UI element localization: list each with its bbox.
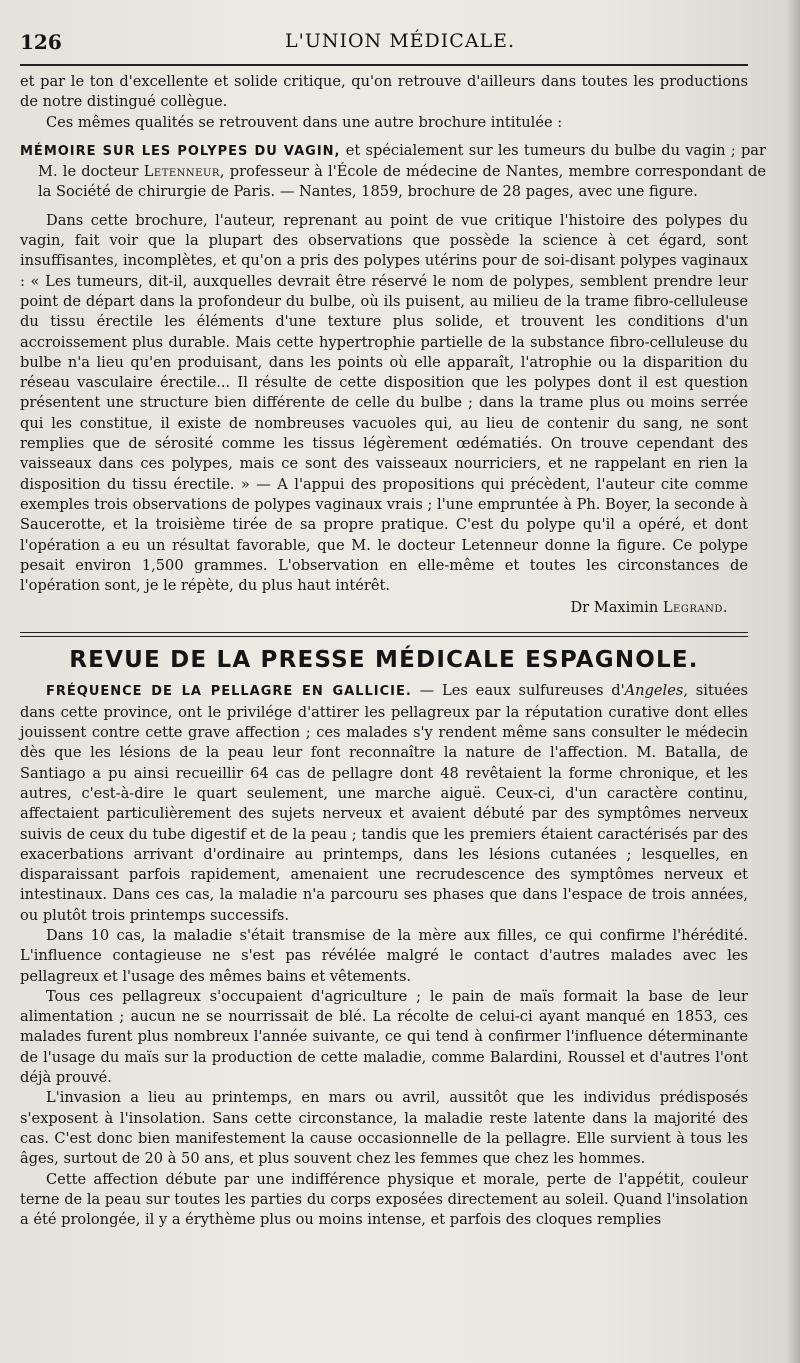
book-details: , professeur à l'École de médecine de Nantes, membre correspondant de la Société de chirurgie de Paris. — Nantes, 1859, brochure de 28 pages, avec une figure. <box>38 163 766 201</box>
header-rule <box>20 64 748 66</box>
section-heading: REVUE DE LA PRESSE MÉDICALE ESPAGNOLE. <box>69 647 699 674</box>
article2-p1-start: — Les eaux sulfureuses d' <box>411 682 625 700</box>
book-reference <box>20 141 766 203</box>
book-author: Letenneur <box>143 163 220 181</box>
article2-paragraph-4: L'invasion a lieu au printemps, en mars ou avril, aussitôt que les individus prédisposés s'exposent à l'insolation. Sans cette circonstance, la maladie reste latente dans la majorité des cas. C'est donc bien manifestement la cause occasionnelle de la pellagre. Elle survient à tous les âges, surtout de 20 à 50 ans, et plus souvent chez les femmes que chez les hommes. <box>20 1089 748 1168</box>
article1-intro: Ces mêmes qualités se retrouvent dans une autre brochure intitulée : <box>46 113 563 131</box>
page-edge-shadow <box>786 0 800 1363</box>
signature-name: Legrand. <box>662 599 728 617</box>
article2-paragraph-1 <box>20 681 748 926</box>
signature-prefix: Dr Maximin <box>570 599 663 617</box>
running-head <box>20 20 760 54</box>
place-name: Angeles <box>624 682 684 700</box>
article2-paragraph-2: Dans 10 cas, la maladie s'était transmise de la mère aux filles, ce qui confirme l'hérédité. L'influence contagieuse ne s'est pas révélée malgré le contact d'autres malades avec les pellagreux et l'usage des mêmes bains et vêtements. <box>20 926 748 985</box>
page-number: 126 <box>20 30 62 54</box>
spacer <box>20 203 760 211</box>
article2-paragraph-3: Tous ces pellagreux s'occupaient d'agriculture ; le pain de maïs formait la base de leur alimentation ; aucun ne se nourrissait de blé. La récolte de celui-ci ayant manqué en 1853, ces malades furent plus nombreux l'année suivante, ce qui tend à confirmer l'influence déterminante de l'usage du maïs sur la production de cette maladie, comme Balardini, Roussel et d'autres l'ont déjà prouvé. <box>20 987 748 1087</box>
article1-paragraph-tail: et par le ton d'excellente et solide critique, qu'on retrouve d'ailleurs dans toutes les productions de notre distingué collègue. <box>20 73 748 111</box>
section-divider <box>20 632 748 637</box>
book-subtitle: et spécialement sur les tumeurs du bulbe du vagin ; par M. le docteur <box>38 141 766 181</box>
article1-body: Dans cette brochure, l'auteur, reprenant au point de vue critique l'histoire des polypes du vagin, fait voir que la plupart des observations que possède la science à cet égard, sont insuffisantes, incomplètes, et qu'on a pris des polypes utérins pour de soi-disant polypes vaginaux : « Les tumeurs, dit-il, auxquelles devrait être réservé le nom de polypes, semblent prendre leur point de départ dans la profondeur du bulbe, où ils puisent, au milieu de la trame fibro-celluleuse du tissu érectile les éléments d'une texture plus solide, et trouvent les conditions d'un accroissement plus durable. Mais cette hypertrophie partielle de la substance fibro-celluleuse du bulbe n'a lieu qu'en produisant, dans les points où elle apparaît, l'atrophie ou la disparition du réseau vasculaire érectile... Il résulte de cette disposition que les polypes dont il est question présentent une structure bien différente de celle du bulbe ; dans la trame plus ou moins serrée qui les constitue, il existe de nombreuses vacuoles qui, au lieu de contenir du sang, ne sont remplies que de sérosité comme les tissus légèrement œdématiés. On trouve cependant des vaisseaux dans ces polypes, mais ce sont des vaisseaux nourriciers, et ne rappelant en rien la disposition du tissu érectile. » — A l'appui des propositions qui précèdent, l'auteur cite comme exemples trois observations de polypes vaginaux vrais ; l'une empruntée à Ph. Boyer, la seconde à Saucerotte, et la troisième tirée de sa propre pratique. C'est du polype qu'il a opéré, et dont l'opération a eu un résultat favorable, que M. le docteur Letenneur donne la figure. Ce polype pesait environ 1,500 grammes. L'observation en elle-même et toutes les circonstances de l'opération sont, je le répète, du plus haut intérêt. <box>20 211 748 595</box>
article2-subhead: FRÉQUENCE DE LA PELLAGRE EN GALLICIE. <box>46 684 412 700</box>
spacer <box>20 133 760 141</box>
article2-p1-rest: , situées dans cette province, ont le privilége d'attirer les pellagreux par la réputation curative dont elles jouissent contre cette grave affection ; ces malades s'y rendent même sans consulter le médecin dès que les lésions de la peau leur font reconnaître la nature de l'affection. M. Batalla, de Santiago a pu ainsi recueillir 64 cas de pellagre dont 48 revêtaient la forme chronique, et les autres, c'est-à-dire le quart seulement, une marche aiguë. Ceux-ci, d'un caractère continu, affectaient particulièrement des sujets nerveux et avaient débuté par des symptômes nerveux suivis de ceux du tube digestif et de la peau ; tandis que les premiers étaient caractérisés par des exacerbations arrivant d'ordinaire au printemps, dans les lésions cutanées ; lesquelles, en disparaissant parfois rapidement, amenaient une recrudescence des symptômes nerveux et intestinaux. Dans ces cas, la maladie n'a parcouru ses phases que dans l'espace de trois années, ou plutôt trois printemps successifs. <box>20 682 748 924</box>
journal-title: L'UNION MÉDICALE. <box>285 30 516 52</box>
signature <box>20 598 728 618</box>
book-title: MÉMOIRE SUR LES POLYPES DU VAGIN, <box>20 143 341 159</box>
article2-paragraph-5: Cette affection débute par une indifférence physique et morale, perte de l'appétit, couleur terne de la peau sur toutes les parties du corps exposées directement au soleil. Quand l'insolation a été prolongée, il y a érythème plus ou moins intense, et parfois des cloques remplies <box>20 1170 748 1229</box>
